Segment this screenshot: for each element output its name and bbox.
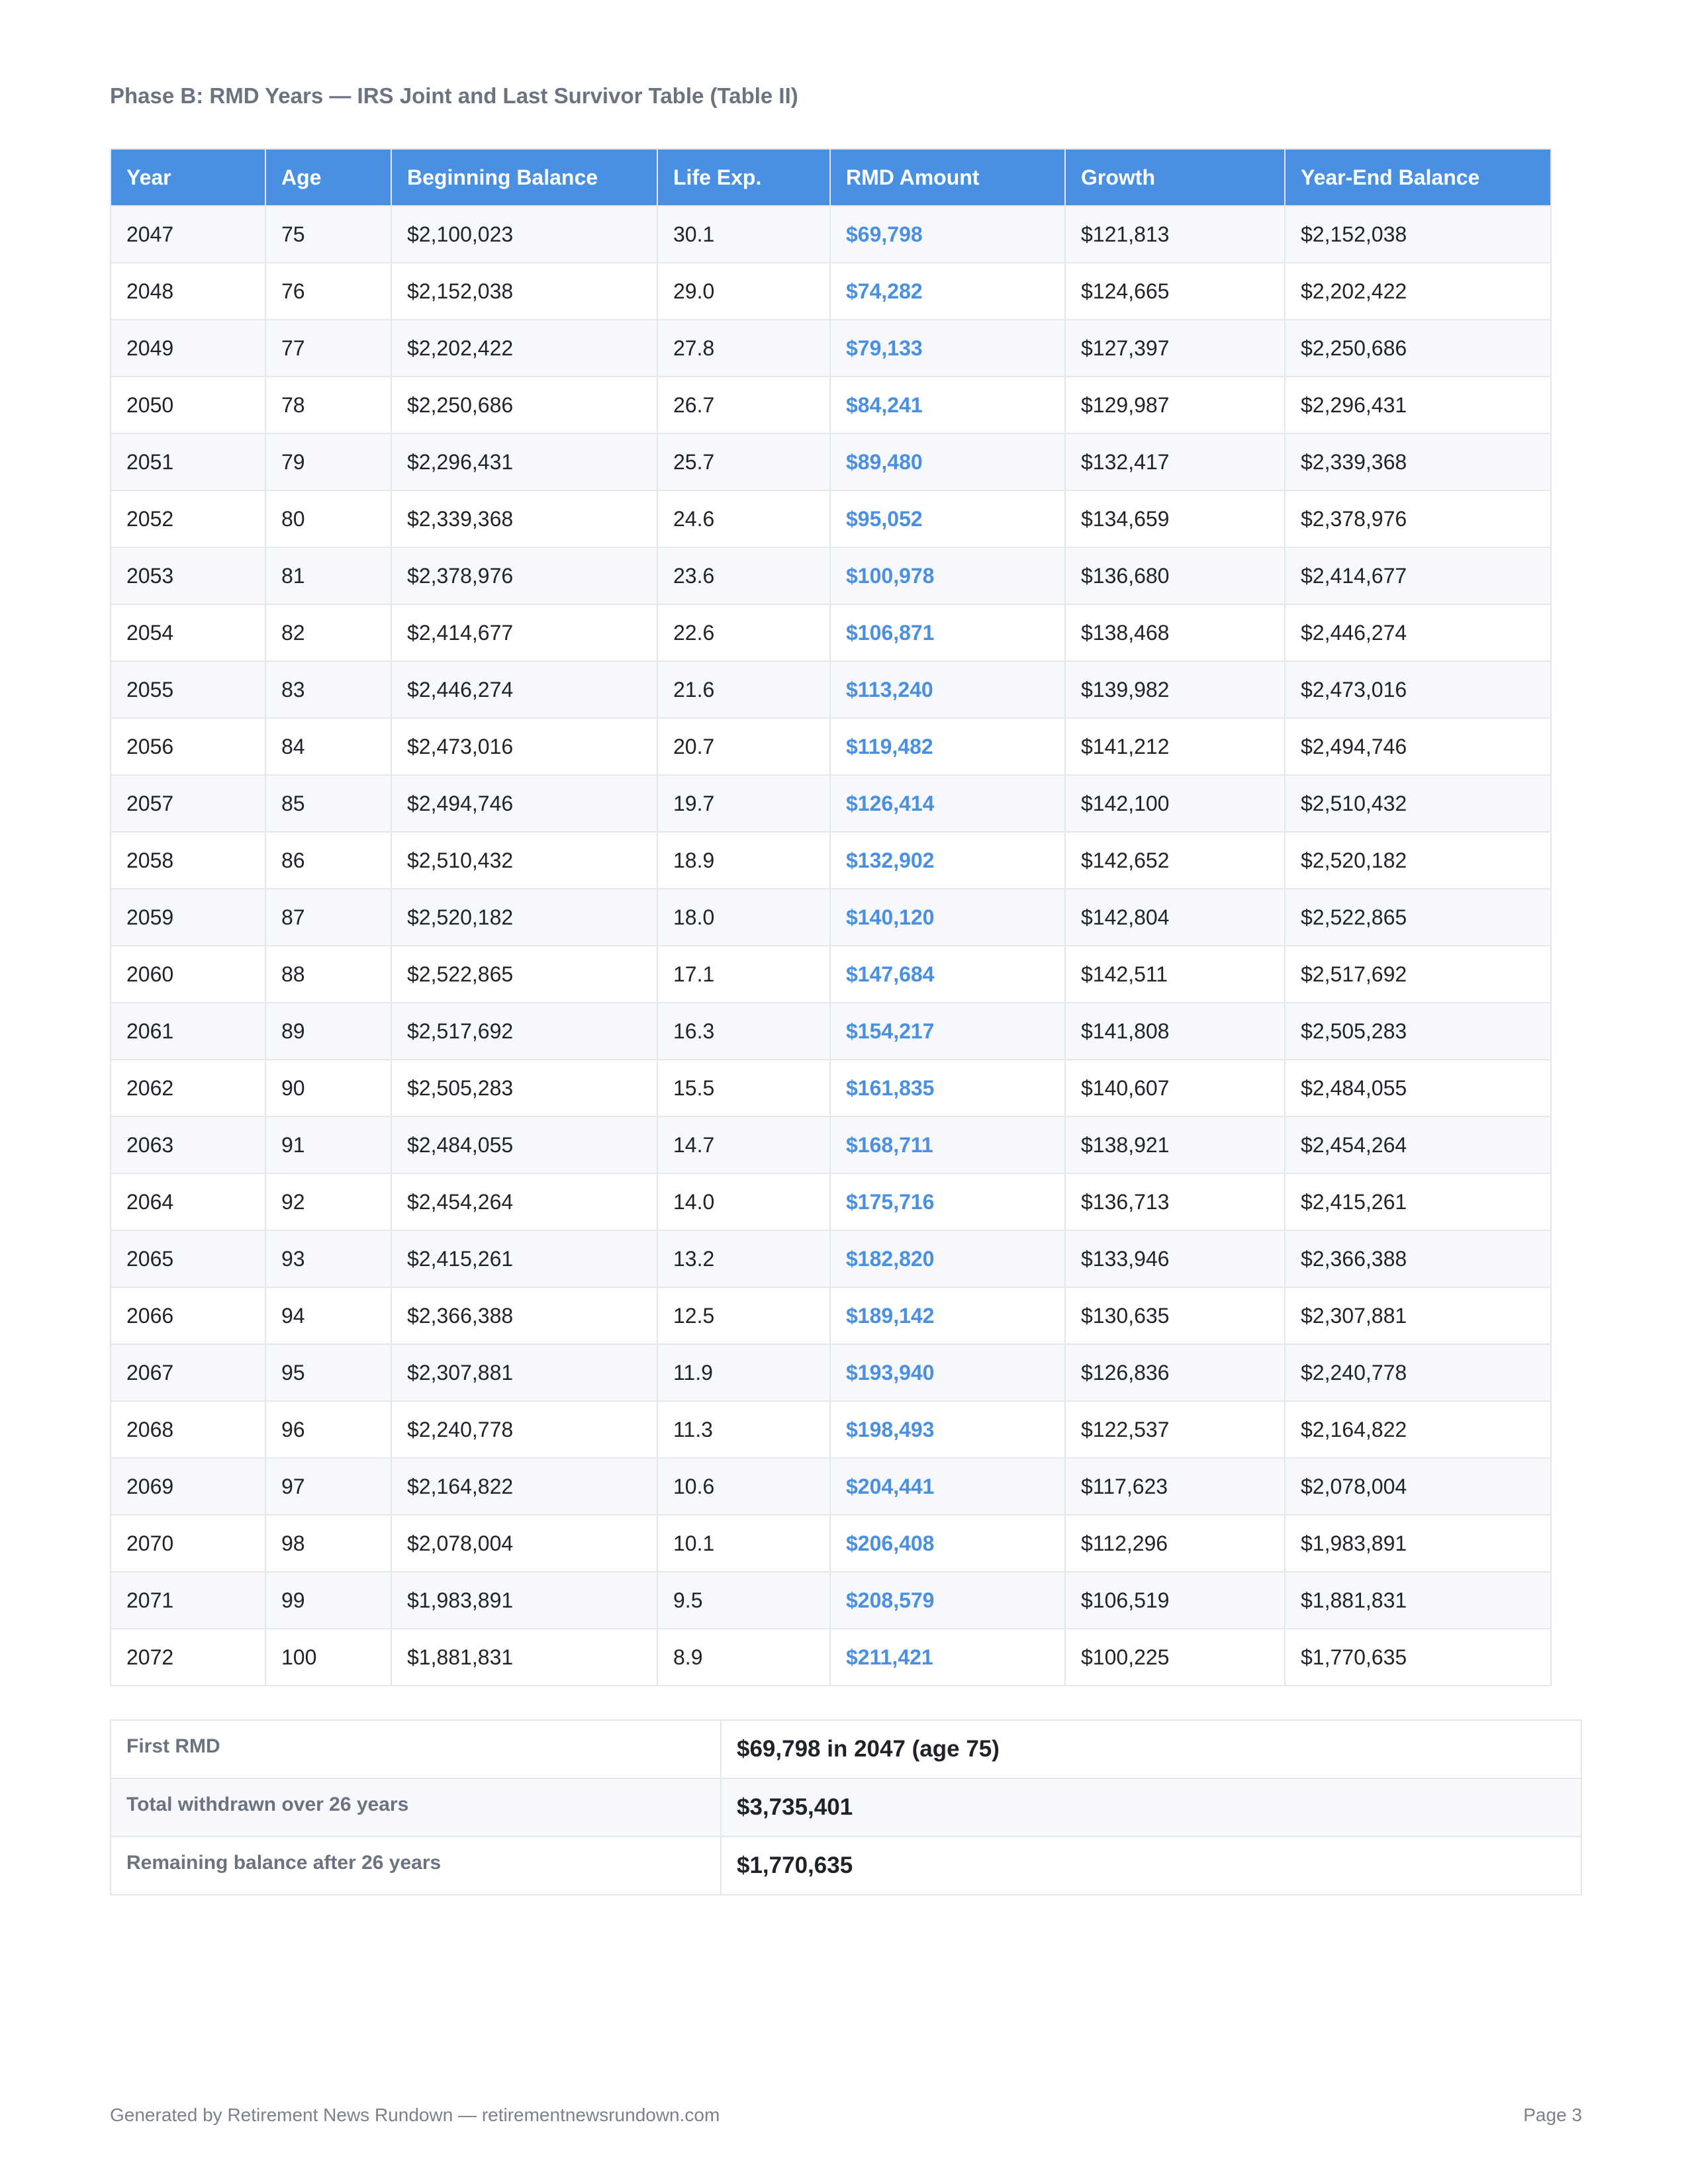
life-exp-cell: 11.3 [657,1401,830,1458]
column-header-age: Age [265,149,391,206]
year-cell: 2071 [111,1572,265,1629]
growth-cell: $140,607 [1065,1060,1285,1116]
rmd-amount-cell: $147,684 [830,946,1065,1003]
year-cell: 2061 [111,1003,265,1060]
table-row [111,1173,1551,1230]
life-exp-cell: 17.1 [657,946,830,1003]
growth-cell: $106,519 [1065,1572,1285,1629]
growth-cell: $122,537 [1065,1401,1285,1458]
table-row [111,946,1551,1003]
beginning-balance-cell: $2,414,677 [391,604,657,661]
beginning-balance-cell: $2,250,686 [391,377,657,433]
year-cell: 2047 [111,206,265,263]
beginning-balance-cell: $2,522,865 [391,946,657,1003]
year-end-balance-cell: $2,454,264 [1285,1116,1551,1173]
year-cell: 2049 [111,320,265,377]
year-cell: 2050 [111,377,265,433]
life-exp-cell: 20.7 [657,718,830,775]
life-exp-cell: 25.7 [657,433,830,490]
growth-cell: $139,982 [1065,661,1285,718]
year-end-balance-cell: $2,164,822 [1285,1401,1551,1458]
table-row [111,1572,1551,1629]
growth-cell: $142,652 [1065,832,1285,889]
rmd-table [110,148,1552,1686]
beginning-balance-cell: $2,240,778 [391,1401,657,1458]
year-cell: 2066 [111,1287,265,1344]
year-end-balance-cell: $2,494,746 [1285,718,1551,775]
rmd-amount-cell: $132,902 [830,832,1065,889]
life-exp-cell: 11.9 [657,1344,830,1401]
summary-row-total-withdrawn [111,1778,1581,1837]
rmd-amount-cell: $175,716 [830,1173,1065,1230]
year-cell: 2064 [111,1173,265,1230]
page-number: Page 3 [1523,2105,1582,2125]
table-row [111,263,1551,320]
table-row [111,832,1551,889]
year-cell: 2058 [111,832,265,889]
rmd-amount-cell: $79,133 [830,320,1065,377]
year-cell: 2059 [111,889,265,946]
summary-row-remaining-balance [111,1837,1581,1895]
growth-cell: $133,946 [1065,1230,1285,1287]
year-end-balance-cell: $2,446,274 [1285,604,1551,661]
beginning-balance-cell: $2,484,055 [391,1116,657,1173]
rmd-amount-cell: $206,408 [830,1515,1065,1572]
rmd-amount-cell: $140,120 [830,889,1065,946]
growth-cell: $132,417 [1065,433,1285,490]
summary-value: $3,735,401 [721,1778,1581,1837]
footer-generated-by: Generated by Retirement News Rundown — retirementnewsrundown.com [110,2105,720,2125]
age-cell: 80 [265,490,391,547]
age-cell: 77 [265,320,391,377]
growth-cell: $126,836 [1065,1344,1285,1401]
life-exp-cell: 10.6 [657,1458,830,1515]
year-end-balance-cell: $1,881,831 [1285,1572,1551,1629]
year-cell: 2067 [111,1344,265,1401]
beginning-balance-cell: $2,307,881 [391,1344,657,1401]
year-end-balance-cell: $1,983,891 [1285,1515,1551,1572]
table-row [111,490,1551,547]
column-header-growth: Growth [1065,149,1285,206]
age-cell: 92 [265,1173,391,1230]
table-row [111,206,1551,263]
beginning-balance-cell: $1,881,831 [391,1629,657,1686]
life-exp-cell: 26.7 [657,377,830,433]
life-exp-cell: 10.1 [657,1515,830,1572]
year-end-balance-cell: $2,366,388 [1285,1230,1551,1287]
beginning-balance-cell: $2,510,432 [391,832,657,889]
year-end-balance-cell: $2,296,431 [1285,377,1551,433]
age-cell: 86 [265,832,391,889]
growth-cell: $127,397 [1065,320,1285,377]
year-end-balance-cell: $2,484,055 [1285,1060,1551,1116]
beginning-balance-cell: $2,517,692 [391,1003,657,1060]
age-cell: 88 [265,946,391,1003]
table-row [111,1116,1551,1173]
table-row [111,377,1551,433]
rmd-amount-cell: $204,441 [830,1458,1065,1515]
beginning-balance-cell: $2,202,422 [391,320,657,377]
table-row [111,1230,1551,1287]
life-exp-cell: 21.6 [657,661,830,718]
year-cell: 2063 [111,1116,265,1173]
growth-cell: $124,665 [1065,263,1285,320]
year-end-balance-cell: $2,505,283 [1285,1003,1551,1060]
age-cell: 96 [265,1401,391,1458]
rmd-amount-cell: $211,421 [830,1629,1065,1686]
table-row [111,889,1551,946]
life-exp-cell: 14.0 [657,1173,830,1230]
year-cell: 2048 [111,263,265,320]
column-header-rmd-amount: RMD Amount [830,149,1065,206]
beginning-balance-cell: $2,100,023 [391,206,657,263]
year-cell: 2054 [111,604,265,661]
summary-value: $69,798 in 2047 (age 75) [721,1720,1581,1778]
table-row [111,661,1551,718]
age-cell: 97 [265,1458,391,1515]
rmd-amount-cell: $106,871 [830,604,1065,661]
rmd-amount-cell: $208,579 [830,1572,1065,1629]
growth-cell: $112,296 [1065,1515,1285,1572]
life-exp-cell: 18.0 [657,889,830,946]
year-cell: 2056 [111,718,265,775]
year-end-balance-cell: $2,307,881 [1285,1287,1551,1344]
growth-cell: $141,212 [1065,718,1285,775]
year-end-balance-cell: $2,520,182 [1285,832,1551,889]
year-end-balance-cell: $1,770,635 [1285,1629,1551,1686]
table-row [111,1060,1551,1116]
year-end-balance-cell: $2,522,865 [1285,889,1551,946]
table-row [111,547,1551,604]
table-row [111,1458,1551,1515]
growth-cell: $121,813 [1065,206,1285,263]
year-cell: 2068 [111,1401,265,1458]
year-cell: 2052 [111,490,265,547]
summary-label: Remaining balance after 26 years [111,1837,721,1895]
growth-cell: $136,680 [1065,547,1285,604]
summary-label: First RMD [111,1720,721,1778]
column-header-year-end-balance: Year-End Balance [1285,149,1551,206]
life-exp-cell: 27.8 [657,320,830,377]
age-cell: 99 [265,1572,391,1629]
rmd-amount-cell: $89,480 [830,433,1065,490]
beginning-balance-cell: $2,339,368 [391,490,657,547]
beginning-balance-cell: $2,164,822 [391,1458,657,1515]
rmd-amount-cell: $198,493 [830,1401,1065,1458]
year-cell: 2051 [111,433,265,490]
rmd-amount-cell: $189,142 [830,1287,1065,1344]
age-cell: 79 [265,433,391,490]
year-cell: 2053 [111,547,265,604]
life-exp-cell: 8.9 [657,1629,830,1686]
table-row [111,1287,1551,1344]
table-body [111,206,1551,1686]
age-cell: 90 [265,1060,391,1116]
table-row [111,1401,1551,1458]
beginning-balance-cell: $1,983,891 [391,1572,657,1629]
table-row [111,1515,1551,1572]
year-cell: 2069 [111,1458,265,1515]
year-end-balance-cell: $2,510,432 [1285,775,1551,832]
year-cell: 2072 [111,1629,265,1686]
age-cell: 82 [265,604,391,661]
table-row [111,718,1551,775]
rmd-amount-cell: $182,820 [830,1230,1065,1287]
growth-cell: $130,635 [1065,1287,1285,1344]
rmd-amount-cell: $193,940 [830,1344,1065,1401]
age-cell: 95 [265,1344,391,1401]
column-header-life-exp: Life Exp. [657,149,830,206]
age-cell: 91 [265,1116,391,1173]
growth-cell: $136,713 [1065,1173,1285,1230]
summary-row-first-rmd [111,1720,1581,1778]
column-header-year: Year [111,149,265,206]
year-end-balance-cell: $2,473,016 [1285,661,1551,718]
life-exp-cell: 14.7 [657,1116,830,1173]
table-row [111,775,1551,832]
life-exp-cell: 18.9 [657,832,830,889]
growth-cell: $142,511 [1065,946,1285,1003]
life-exp-cell: 24.6 [657,490,830,547]
life-exp-cell: 15.5 [657,1060,830,1116]
age-cell: 89 [265,1003,391,1060]
year-end-balance-cell: $2,378,976 [1285,490,1551,547]
rmd-amount-cell: $126,414 [830,775,1065,832]
summary-label: Total withdrawn over 26 years [111,1778,721,1837]
year-cell: 2062 [111,1060,265,1116]
table-row [111,604,1551,661]
age-cell: 93 [265,1230,391,1287]
age-cell: 98 [265,1515,391,1572]
table-row [111,1003,1551,1060]
age-cell: 100 [265,1629,391,1686]
year-end-balance-cell: $2,414,677 [1285,547,1551,604]
growth-cell: $142,804 [1065,889,1285,946]
column-header-beginning-balance: Beginning Balance [391,149,657,206]
year-cell: 2070 [111,1515,265,1572]
life-exp-cell: 30.1 [657,206,830,263]
growth-cell: $100,225 [1065,1629,1285,1686]
age-cell: 78 [265,377,391,433]
life-exp-cell: 13.2 [657,1230,830,1287]
growth-cell: $142,100 [1065,775,1285,832]
beginning-balance-cell: $2,378,976 [391,547,657,604]
year-end-balance-cell: $2,250,686 [1285,320,1551,377]
summary-value: $1,770,635 [721,1837,1581,1895]
year-cell: 2060 [111,946,265,1003]
table-row [111,320,1551,377]
life-exp-cell: 9.5 [657,1572,830,1629]
rmd-amount-cell: $168,711 [830,1116,1065,1173]
year-end-balance-cell: $2,517,692 [1285,946,1551,1003]
life-exp-cell: 23.6 [657,547,830,604]
life-exp-cell: 12.5 [657,1287,830,1344]
rmd-amount-cell: $154,217 [830,1003,1065,1060]
age-cell: 87 [265,889,391,946]
rmd-amount-cell: $69,798 [830,206,1065,263]
life-exp-cell: 16.3 [657,1003,830,1060]
beginning-balance-cell: $2,494,746 [391,775,657,832]
section-title: Phase B: RMD Years — IRS Joint and Last Survivor Table (Table II) [110,83,798,108]
age-cell: 94 [265,1287,391,1344]
growth-cell: $138,468 [1065,604,1285,661]
age-cell: 81 [265,547,391,604]
year-end-balance-cell: $2,339,368 [1285,433,1551,490]
beginning-balance-cell: $2,473,016 [391,718,657,775]
beginning-balance-cell: $2,454,264 [391,1173,657,1230]
year-cell: 2065 [111,1230,265,1287]
rmd-amount-cell: $161,835 [830,1060,1065,1116]
table-header-row [111,149,1551,206]
rmd-amount-cell: $84,241 [830,377,1065,433]
table-row [111,1629,1551,1686]
growth-cell: $134,659 [1065,490,1285,547]
age-cell: 75 [265,206,391,263]
age-cell: 85 [265,775,391,832]
year-cell: 2057 [111,775,265,832]
table-row [111,1344,1551,1401]
growth-cell: $129,987 [1065,377,1285,433]
year-end-balance-cell: $2,415,261 [1285,1173,1551,1230]
table-row [111,433,1551,490]
beginning-balance-cell: $2,415,261 [391,1230,657,1287]
rmd-amount-cell: $95,052 [830,490,1065,547]
summary-table [110,1719,1582,1895]
beginning-balance-cell: $2,078,004 [391,1515,657,1572]
year-cell: 2055 [111,661,265,718]
year-end-balance-cell: $2,202,422 [1285,263,1551,320]
beginning-balance-cell: $2,366,388 [391,1287,657,1344]
age-cell: 76 [265,263,391,320]
year-end-balance-cell: $2,152,038 [1285,206,1551,263]
year-end-balance-cell: $2,240,778 [1285,1344,1551,1401]
growth-cell: $138,921 [1065,1116,1285,1173]
life-exp-cell: 22.6 [657,604,830,661]
beginning-balance-cell: $2,152,038 [391,263,657,320]
growth-cell: $117,623 [1065,1458,1285,1515]
age-cell: 84 [265,718,391,775]
life-exp-cell: 19.7 [657,775,830,832]
beginning-balance-cell: $2,296,431 [391,433,657,490]
life-exp-cell: 29.0 [657,263,830,320]
beginning-balance-cell: $2,446,274 [391,661,657,718]
beginning-balance-cell: $2,520,182 [391,889,657,946]
rmd-amount-cell: $113,240 [830,661,1065,718]
rmd-amount-cell: $119,482 [830,718,1065,775]
beginning-balance-cell: $2,505,283 [391,1060,657,1116]
rmd-amount-cell: $74,282 [830,263,1065,320]
rmd-amount-cell: $100,978 [830,547,1065,604]
year-end-balance-cell: $2,078,004 [1285,1458,1551,1515]
growth-cell: $141,808 [1065,1003,1285,1060]
age-cell: 83 [265,661,391,718]
